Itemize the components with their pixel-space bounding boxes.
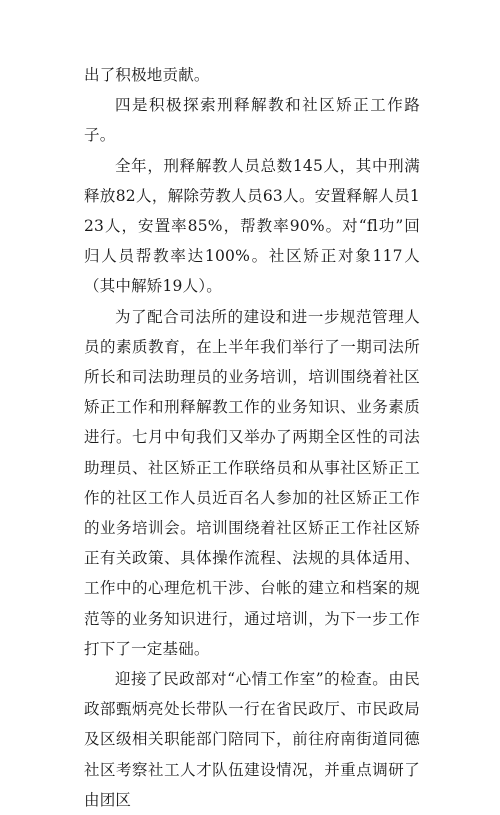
paragraph-annual-statistics: 全年，刑释解教人员总数145人，其中刑满释放82人，解除劳教人员63人。安置释解人员123人，安置率85%，帮教率90%。对“fl功”回归人员帮教率达100%。社区矫正对象117人（其中解矫19人）。 [84, 156, 420, 296]
paragraph-inspection: 迎接了民政部对“心情工作室”的检查。由民政部甄炳亮处长带队一行在省民政厅、市民政局及区级相关职能部门陪同下，前往府南街道同德社区考察社工人才队伍建设情况，并重点调研了由团区 [84, 670, 420, 809]
document-body [84, 60, 420, 815]
paragraph-heading-item-four: 四是积极探索刑释解教和社区矫正工作路子。 [84, 96, 420, 145]
paragraph-continuation: 出了积极地贡献。 [84, 66, 210, 84]
paragraph-training: 为了配合司法所的建设和进一步规范管理人员的素质教育，在上半年我们举行了一期司法所所长和司法助理员的业务培训，培训围绕着社区矫正工作和刑释解教工作的业务知识、业务素质进行。七月中旬我们又举办了两期全区性的司法助理员、社区矫正工作联络员和从事社区矫正工作的社区工作人员近百名人参加的社区矫正工作的业务培训会。培训围绕着社区矫正工作社区矫正有关政策、具体操作流程、法规的具体适用、工作中的心理危机干涉、台帐的建立和档案的规范等的业务知识进行，通过培训，为下一步工作打下了一定基础。 [84, 307, 420, 658]
